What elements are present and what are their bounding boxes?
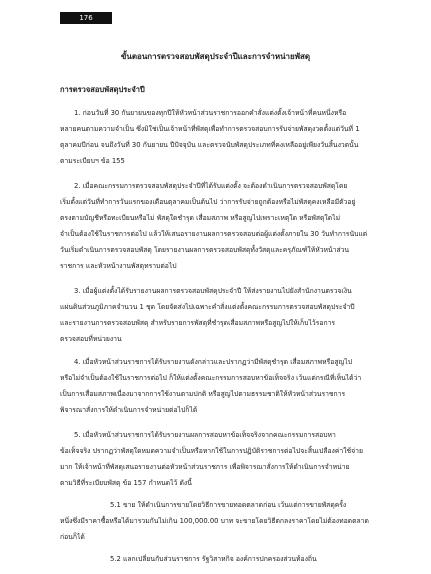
paragraph-line: 5.2 แลกเปลี่ยนกับส่วนราชการ รัฐวิสาหกิจ องค์การปกครองส่วนท้องถิ่น xyxy=(110,555,317,563)
paragraph-line: 2. เมื่อคณะกรรมการตรวจสอบพัสดุประจำปีที่ได้รับแต่งตั้ง จะต้องดำเนินการตรวจสอบพัสดุโดย xyxy=(74,182,348,190)
paragraph-line: 1. ก่อนวันที่ 30 กันยายนของทุกปีให้หัวหน้าส่วนราชการออกคำสั่งแต่งตั้งเจ้าหน้าที่คนหนึ่งหรือ xyxy=(74,109,347,117)
paragraph-line: จำเป็นต้องใช้ในราชการต่อไป แล้วให้เสนอรายงานผลการตรวจสอบต่อผู้แต่งตั้งภายใน 30 วันทำการนับแต่ xyxy=(60,230,368,238)
paragraph-line: 5. เมื่อหัวหน้าส่วนราชการได้รับรายงานผลการสอบหาข้อเท็จจริงจากคณะกรรมการสอบหา xyxy=(74,431,336,439)
paragraph-line: มาก ให้เจ้าหน้าที่พัสดุเสนอรายงานต่อหัวหน้าส่วนราชการ เพื่อพิจารณาสั่งการให้ดำเนินการจำหน่าย xyxy=(60,463,350,471)
paragraph-line: หนึ่งซึ่งมีราคาซื้อหรือได้มารวมกันไม่เกิน 100,000.00 บาท จะขายโดยวิธีตกลงราคาโดยไม่ต้องทอดตลาด xyxy=(60,517,369,525)
paragraph-line: ข้อเท็จจริง ปรากฏว่าพัสดุใดหมดความจำเป็นหรือหากใช้ในการปฏิบัติราชการต่อไปจะสิ้นเปลืองค่าใช้จ่าย xyxy=(60,447,363,455)
paragraph-line: ตรวจสอบที่หน่วยงาน xyxy=(60,335,122,343)
paragraph-line: ตรงตามบัญชีหรือทะเบียนหรือไม่ พัสดุใดชำรุด เสื่อมสภาพ หรือสูญไปเพราะเหตุใด หรือพัสดุใดไม่ xyxy=(60,214,341,222)
paragraph-3 xyxy=(60,283,378,347)
paragraph-line: และรายงานการตรวจสอบพัสดุ สำหรับรายการพัสดุที่ชำรุดเสื่อมสภาพหรือสูญไปให้เก็บไว้รอการ xyxy=(60,319,336,327)
paragraph-line: ราชการ และหัวหน้างานพัสดุทราบต่อไป xyxy=(60,262,177,270)
paragraph-5-1 xyxy=(60,497,378,545)
page-number: 176 xyxy=(60,12,112,24)
paragraph-line: เป็นการเสื่อมสภาพเนื่องมาจากการใช้งานตามปกติ หรือสูญไปตามธรรมชาติให้หัวหน้าส่วนราชการ xyxy=(60,390,346,398)
paragraph-line: แผ่นดินส่วนภูมิภาคจำนวน 1 ชุด โดยจัดส่งไปเฉพาะคำสั่งแต่งตั้งคณะกรรมการตรวจสอบพัสดุประจำปี xyxy=(60,303,355,311)
document-title: ขั้นตอนการตรวจสอบพัสดุประจำปีและการจำหน่ายพัสดุ xyxy=(120,52,311,61)
paragraph-line: 5.1 ขาย ให้ดำเนินการขายโดยวิธีการขายทอดตลาดก่อน เว้นแต่การขายพัสดุครั้ง xyxy=(110,501,347,509)
paragraph-line: ตามระเบียบฯ ข้อ 155 xyxy=(60,157,125,165)
paragraph-5-2 xyxy=(60,551,378,567)
paragraph-1 xyxy=(60,105,378,169)
paragraph-line: 3. เมื่อผู้แต่งตั้งได้รับรายงานผลการตรวจสอบพัสดุประจำปี ให้ส่งรายงานไปยังสำนักงานตรวจเงิน xyxy=(74,287,352,295)
paragraph-2 xyxy=(60,178,378,274)
paragraph-line: วันเริ่มดำเนินการตรวจสอบพัสดุ โดยรายงานผลการตรวจสอบพัสดุทั้งวัสดุและครุภัณฑ์ให้หัวหน้าส่วน xyxy=(60,246,350,254)
paragraph-4 xyxy=(60,354,378,418)
section-heading: การตรวจสอบพัสดุประจำปี xyxy=(60,85,145,94)
paragraph-line: ตุลาคมปีก่อน จนถึงวันที่ 30 กันยายน ปีปัจจุบัน และตรวจนับพัสดุประเภทที่คงเหลืออยู่เพียงวันสิ้นงวดนั้น xyxy=(60,141,359,149)
paragraph-line: เริ่มตั้งแต่วันที่ทำการวันแรกของเดือนตุลาคมเป็นต้นไป ว่าการรับจ่ายถูกต้องหรือไม่พัสดุคงเหลือมีตัวอยู่ xyxy=(60,198,356,206)
paragraph-line: ตามวิธีที่ระเบียบพัสดุ ข้อ 157 กำหนดไว้ ดังนี้ xyxy=(60,479,192,487)
paragraph-line: ก่อนก็ได้ xyxy=(60,533,85,541)
paragraph-line: พิจารณาสั่งการให้ดำเนินการจำหน่ายต่อไปก็ได้ xyxy=(60,406,198,414)
paragraph-line: 4. เมื่อหัวหน้าส่วนราชการได้รับรายงานดังกล่าวและปรากฏว่ามีพัสดุชำรุด เสื่อมสภาพหรือสูญไป xyxy=(74,358,353,366)
paragraph-5 xyxy=(60,427,378,491)
paragraph-line: หรือไม่จำเป็นต้องใช้ในราชการต่อไป ก็ให้แต่งตั้งคณะกรรมการสอบหาข้อเท็จจริง เว้นแต่กรณีที่เห็นได้ว่า xyxy=(60,374,362,382)
paragraph-line: หลายคนตามความจำเป็น ซึ่งมิใช่เป็นเจ้าหน้าที่พัสดุเพื่อทำการตรวจสอบการรับจ่ายพัสดุงวดตั้งแต่วันที่ 1 xyxy=(60,125,360,133)
